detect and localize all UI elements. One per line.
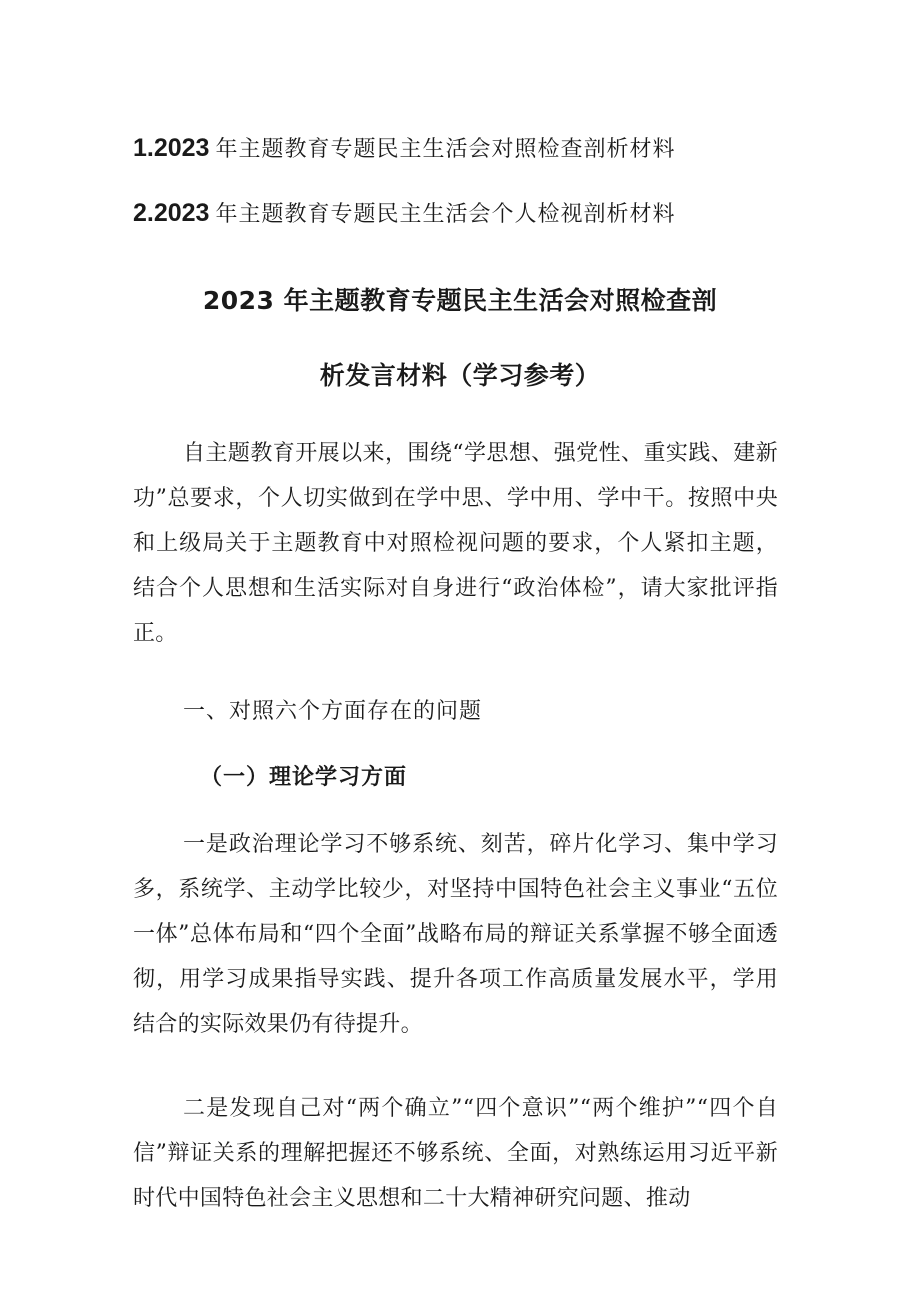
subsection-heading: （一）理论学习方面: [200, 764, 408, 790]
body-paragraph-2: 二是发现自己对“两个确立”“四个意识”“两个维护”“四个自信”辩证关系的理解把握还不够系统、全面，对熟练运用习近平新时代中国特色社会主义思想和二十大精神研究问题、推动: [133, 1096, 778, 1211]
toc-item-1: [133, 133, 833, 165]
body-paragraph-1: 一是政治理论学习不够系统、刻苦，碎片化学习、集中学习多，系统学、主动学比较少，对坚持中国特色社会主义事业“五位一体”总体布局和“四个全面”战略布局的辩证关系掌握不够全面透彻，用学习成果指导实践、提升各项工作高质量发展水平，学用结合的实际效果仍有待提升。: [133, 832, 778, 1037]
document-title-line-1: 2023 年主题教育专题民主生活会对照检查剖: [202, 286, 718, 315]
toc-item-text: 年主题教育专题民主生活会对照检查剖析材料: [215, 137, 676, 162]
toc-item-text: 年主题教育专题民主生活会个人检视剖析材料: [215, 202, 676, 227]
section-heading: 一、对照六个方面存在的问题: [183, 699, 483, 724]
toc-item-number: 1.2023: [133, 134, 210, 162]
intro-paragraph: 自主题教育开展以来，围绕“学思想、强党性、重实践、建新功”总要求，个人切实做到在学中思、学中用、学中干。按照中央和上级局关于主题教育中对照检视问题的要求，个人紧扣主题，结合个人思想和生活实际对自身进行“政治体检”，请大家批评指正。: [133, 441, 778, 646]
document-title-line-2: 析发言材料（学习参考）: [319, 361, 601, 390]
toc-item-number: 2.2023: [133, 199, 210, 227]
toc-item-2: [133, 198, 833, 230]
